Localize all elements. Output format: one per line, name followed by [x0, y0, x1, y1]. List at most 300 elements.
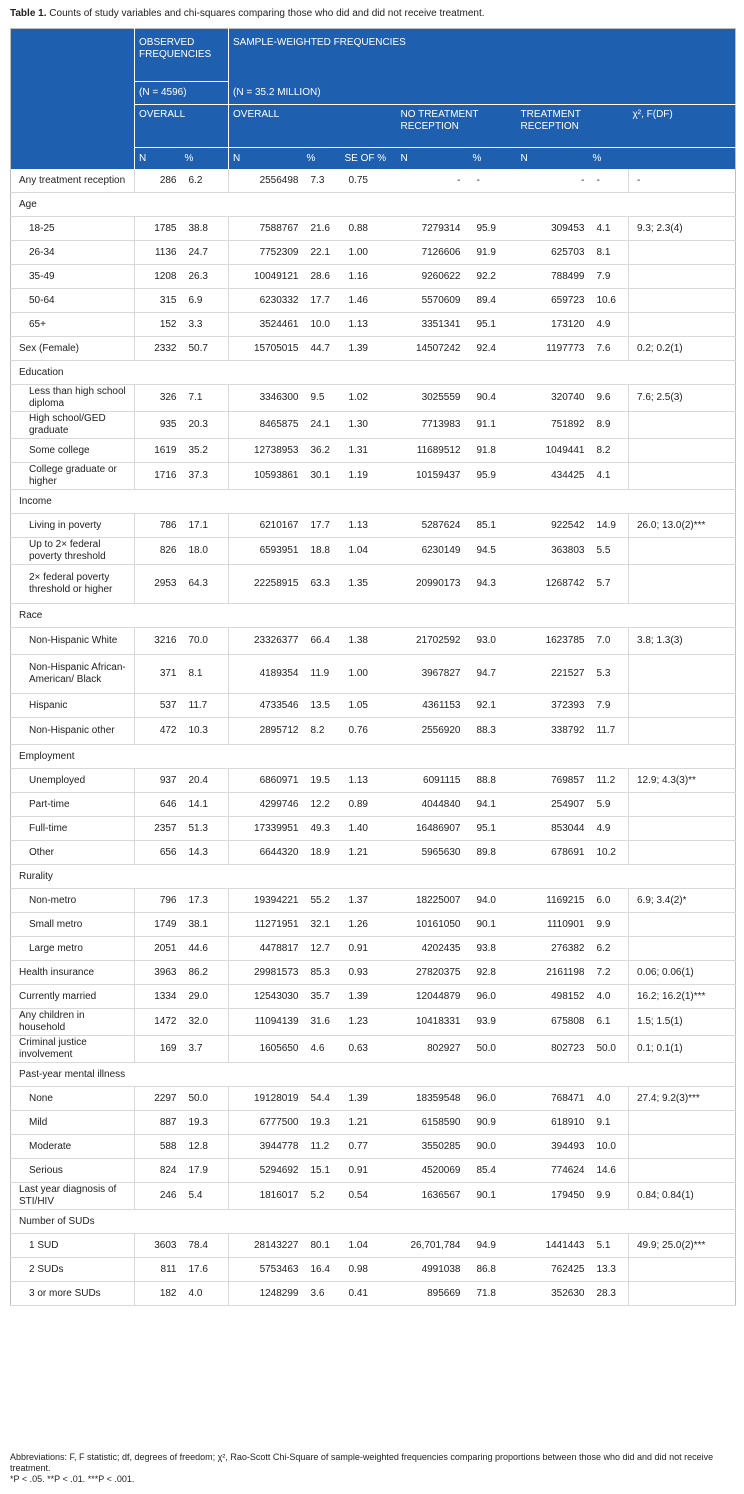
table-cell: 1.31 — [341, 439, 395, 463]
table-cell: 37.3 — [181, 463, 229, 490]
row-label: Non-Hispanic White — [11, 628, 135, 655]
header-blank — [11, 29, 135, 82]
table-row — [11, 628, 736, 655]
header-treatment: TREATMENT RECEPTION — [517, 105, 629, 148]
table-cell: 14.9 — [589, 514, 629, 538]
table-cell: 17.7 — [303, 514, 341, 538]
table-cell: 6644320 — [229, 841, 303, 865]
table-cell: 182 — [135, 1282, 181, 1306]
table-cell: 22.1 — [303, 241, 341, 265]
row-label: Last year diagnosis of STI/HIV — [11, 1183, 135, 1210]
col-head: SE OF % — [341, 148, 395, 170]
table-cell: 89.4 — [469, 289, 517, 313]
chi-square-cell — [629, 289, 736, 313]
chi-square-cell — [629, 1282, 736, 1306]
chi-square-cell: 9.3; 2.3(4) — [629, 217, 736, 241]
table-cell: 802723 — [517, 1036, 589, 1063]
table-cell: 23326377 — [229, 628, 303, 655]
table-row — [11, 1282, 736, 1306]
chi-square-cell — [629, 937, 736, 961]
row-label: Large metro — [11, 937, 135, 961]
table-cell: 5.2 — [303, 1183, 341, 1210]
table-cell: 3.6 — [303, 1282, 341, 1306]
table-cell: 1.40 — [341, 817, 395, 841]
table-cell: 50.0 — [589, 1036, 629, 1063]
table-cell: 6210167 — [229, 514, 303, 538]
table-cell: 11.7 — [181, 694, 229, 718]
table-row — [11, 412, 736, 439]
table-cell: 1.39 — [341, 1087, 395, 1111]
table-cell: 21.6 — [303, 217, 341, 241]
table-cell: 1.23 — [341, 1009, 395, 1036]
table-cell: 86.8 — [469, 1258, 517, 1282]
table-cell: 788499 — [517, 265, 589, 289]
table-cell: 0.93 — [341, 961, 395, 985]
col-head: % — [469, 148, 517, 170]
table-cell: 50.7 — [181, 337, 229, 361]
row-label: Education — [11, 361, 736, 385]
table-cell: - — [469, 169, 517, 193]
table-cell: 6091115 — [395, 769, 469, 793]
table-cell: 1.21 — [341, 1111, 395, 1135]
table-cell: 1.35 — [341, 565, 395, 604]
row-label: Serious — [11, 1159, 135, 1183]
table-cell: 254907 — [517, 793, 589, 817]
chi-square-cell — [629, 538, 736, 565]
table-cell: 4.1 — [589, 217, 629, 241]
table-cell: 91.1 — [469, 412, 517, 439]
table-cell: 8.9 — [589, 412, 629, 439]
table-cell: 10.6 — [589, 289, 629, 313]
table-cell: 8465875 — [229, 412, 303, 439]
table-cell: 10418331 — [395, 1009, 469, 1036]
table-cell: 10593861 — [229, 463, 303, 490]
table-cell: 7.2 — [589, 961, 629, 985]
table-cell: 85.4 — [469, 1159, 517, 1183]
table-cell: 338792 — [517, 718, 589, 745]
table-cell: 10159437 — [395, 463, 469, 490]
table-row — [11, 265, 736, 289]
table-row — [11, 241, 736, 265]
header-chi: χ², F(DF) — [629, 105, 736, 148]
table-cell: 0.88 — [341, 217, 395, 241]
table-cell: 70.0 — [181, 628, 229, 655]
table-cell: 8.2 — [589, 439, 629, 463]
chi-square-cell — [629, 439, 736, 463]
table-row — [11, 793, 736, 817]
row-label: Some college — [11, 439, 135, 463]
table-cell: 1.04 — [341, 538, 395, 565]
row-label: Small metro — [11, 913, 135, 937]
table-cell: 1749 — [135, 913, 181, 937]
table-row — [11, 1111, 736, 1135]
table-cell: 853044 — [517, 817, 589, 841]
table-cell: 11271951 — [229, 913, 303, 937]
table-cell: 10.0 — [303, 313, 341, 337]
table-cell: 90.4 — [469, 385, 517, 412]
table-row — [11, 769, 736, 793]
table-cell: 18.0 — [181, 538, 229, 565]
table-cell: 2556920 — [395, 718, 469, 745]
table-cell: 32.0 — [181, 1009, 229, 1036]
table-cell: 22258915 — [229, 565, 303, 604]
table-cell: 6158590 — [395, 1111, 469, 1135]
table-cell: 1049441 — [517, 439, 589, 463]
col-head: N — [395, 148, 469, 170]
table-cell: 94.9 — [469, 1234, 517, 1258]
table-cell: 179450 — [517, 1183, 589, 1210]
table-cell: 12044879 — [395, 985, 469, 1009]
table-cell: 12.7 — [303, 937, 341, 961]
table-cell: 86.2 — [181, 961, 229, 985]
table-cell: 19.3 — [181, 1111, 229, 1135]
table-cell: 1.26 — [341, 913, 395, 937]
table-cell: 0.63 — [341, 1036, 395, 1063]
row-label: 18-25 — [11, 217, 135, 241]
table-cell: 11.9 — [303, 655, 341, 694]
table-cell: 4.0 — [589, 1087, 629, 1111]
table-cell: - — [517, 169, 589, 193]
table-cell: 6593951 — [229, 538, 303, 565]
table-cell: 21702592 — [395, 628, 469, 655]
row-label: Moderate — [11, 1135, 135, 1159]
table-cell: 3351341 — [395, 313, 469, 337]
table-cell: 6230149 — [395, 538, 469, 565]
table-cell: 20.4 — [181, 769, 229, 793]
table-cell: 93.8 — [469, 937, 517, 961]
table-cell: 12.8 — [181, 1135, 229, 1159]
table-cell: 6.2 — [181, 169, 229, 193]
row-label: Employment — [11, 745, 736, 769]
table-cell: - — [395, 169, 469, 193]
row-label: Full-time — [11, 817, 135, 841]
chi-square-cell: 49.9; 25.0(2)*** — [629, 1234, 736, 1258]
table-cell: 887 — [135, 1111, 181, 1135]
table-cell: 1110901 — [517, 913, 589, 937]
caption-text: Counts of study variables and chi-squares comparing those who did and did not receive treatment. — [49, 8, 485, 19]
table-cell: 35.2 — [181, 439, 229, 463]
table-cell: 3603 — [135, 1234, 181, 1258]
table-row — [11, 565, 736, 604]
chi-square-cell: 3.8; 1.3(3) — [629, 628, 736, 655]
table-cell: 3216 — [135, 628, 181, 655]
table-cell: 1268742 — [517, 565, 589, 604]
table-cell: 1816017 — [229, 1183, 303, 1210]
table-row — [11, 217, 736, 241]
table-row — [11, 169, 736, 193]
table-cell: 326 — [135, 385, 181, 412]
chi-square-cell: 16.2; 16.2(1)*** — [629, 985, 736, 1009]
table-cell: 29981573 — [229, 961, 303, 985]
table-cell: 11.2 — [589, 769, 629, 793]
table-cell: 50.0 — [469, 1036, 517, 1063]
row-label: Any treatment reception — [11, 169, 135, 193]
table-cell: 92.2 — [469, 265, 517, 289]
table-cell: 1785 — [135, 217, 181, 241]
chi-square-cell: 0.2; 0.2(1) — [629, 337, 736, 361]
table-cell: 30.1 — [303, 463, 341, 490]
table-group-row — [11, 1063, 736, 1087]
header-n-weighted: (N = 35.2 MILLION) — [229, 82, 736, 105]
table-cell: 646 — [135, 793, 181, 817]
row-label: Up to 2× federal poverty threshold — [11, 538, 135, 565]
table-cell: 24.1 — [303, 412, 341, 439]
table-cell: 24.7 — [181, 241, 229, 265]
table-cell: 26.3 — [181, 265, 229, 289]
table-cell: 3963 — [135, 961, 181, 985]
row-label: Mild — [11, 1111, 135, 1135]
table-cell: 4299746 — [229, 793, 303, 817]
table-cell: 9.6 — [589, 385, 629, 412]
table-cell: 3025559 — [395, 385, 469, 412]
table-cell: 16.4 — [303, 1258, 341, 1282]
table-row — [11, 463, 736, 490]
table-cell: 10.2 — [589, 841, 629, 865]
table-cell: 94.3 — [469, 565, 517, 604]
table-cell: 2556498 — [229, 169, 303, 193]
table-cell: 1169215 — [517, 889, 589, 913]
table-cell: 5.5 — [589, 538, 629, 565]
table-cell: 10161050 — [395, 913, 469, 937]
chi-square-cell — [629, 1159, 736, 1183]
table-cell: 937 — [135, 769, 181, 793]
row-label: Any children in household — [11, 1009, 135, 1036]
table-cell: 95.9 — [469, 463, 517, 490]
table-cell: - — [589, 169, 629, 193]
table-group-row — [11, 361, 736, 385]
table-cell: 5294692 — [229, 1159, 303, 1183]
table-cell: 7.1 — [181, 385, 229, 412]
table-cell: 3346300 — [229, 385, 303, 412]
table-cell: 92.1 — [469, 694, 517, 718]
row-label: Hispanic — [11, 694, 135, 718]
row-label: College graduate or higher — [11, 463, 135, 490]
table-cell: 173120 — [517, 313, 589, 337]
table-cell: 1.13 — [341, 769, 395, 793]
table-cell: 28143227 — [229, 1234, 303, 1258]
chi-square-cell — [629, 817, 736, 841]
table-cell: 768471 — [517, 1087, 589, 1111]
table-row — [11, 1159, 736, 1183]
table-cell: 7126606 — [395, 241, 469, 265]
table-cell: 94.0 — [469, 889, 517, 913]
row-label: Race — [11, 604, 736, 628]
table-cell: 94.5 — [469, 538, 517, 565]
table-cell: 4.6 — [303, 1036, 341, 1063]
table-cell: 9.5 — [303, 385, 341, 412]
table-cell: 0.54 — [341, 1183, 395, 1210]
row-label: Unemployed — [11, 769, 135, 793]
table-cell: 5.9 — [589, 793, 629, 817]
col-head: N — [229, 148, 303, 170]
table-cell: 1334 — [135, 985, 181, 1009]
table-row — [11, 337, 736, 361]
table-cell: 4478817 — [229, 937, 303, 961]
caption-label: Table 1. — [10, 8, 47, 19]
col-head: N — [135, 148, 181, 170]
table-row — [11, 1036, 736, 1063]
table-row — [11, 1234, 736, 1258]
chi-square-cell — [629, 1135, 736, 1159]
table-cell: 17.7 — [303, 289, 341, 313]
table-cell: 769857 — [517, 769, 589, 793]
table-cell: 91.9 — [469, 241, 517, 265]
table-cell: 2895712 — [229, 718, 303, 745]
table-cell: 88.8 — [469, 769, 517, 793]
table-cell: 90.1 — [469, 1183, 517, 1210]
table-cell: 7752309 — [229, 241, 303, 265]
table-cell: 811 — [135, 1258, 181, 1282]
chi-square-cell: 0.06; 0.06(1) — [629, 961, 736, 985]
table-cell: 1.38 — [341, 628, 395, 655]
table-cell: 1197773 — [517, 337, 589, 361]
table-cell: 9.1 — [589, 1111, 629, 1135]
chi-square-cell — [629, 1258, 736, 1282]
table-cell: 169 — [135, 1036, 181, 1063]
data-table — [10, 28, 736, 1306]
row-label: Living in poverty — [11, 514, 135, 538]
chi-square-cell: 6.9; 3.4(2)* — [629, 889, 736, 913]
row-label: Non-metro — [11, 889, 135, 913]
row-label: High school/GED graduate — [11, 412, 135, 439]
table-cell: 922542 — [517, 514, 589, 538]
table-cell: 786 — [135, 514, 181, 538]
table-cell: 20.3 — [181, 412, 229, 439]
footnotes — [10, 1452, 735, 1485]
table-cell: 1.00 — [341, 241, 395, 265]
table-cell: 32.1 — [303, 913, 341, 937]
table-row — [11, 841, 736, 865]
table-cell: 94.1 — [469, 793, 517, 817]
table-cell: 5.4 — [181, 1183, 229, 1210]
row-label: Number of SUDs — [11, 1210, 736, 1234]
chi-square-cell — [629, 463, 736, 490]
table-cell: 6777500 — [229, 1111, 303, 1135]
table-cell: 0.77 — [341, 1135, 395, 1159]
col-head: % — [303, 148, 341, 170]
table-cell: 17.9 — [181, 1159, 229, 1183]
chi-square-cell — [629, 565, 736, 604]
table-cell: 678691 — [517, 841, 589, 865]
chi-square-cell: 0.84; 0.84(1) — [629, 1183, 736, 1210]
table-cell: 6.1 — [589, 1009, 629, 1036]
table-cell: 895669 — [395, 1282, 469, 1306]
table-cell: 5753463 — [229, 1258, 303, 1282]
table-cell: 92.8 — [469, 961, 517, 985]
chi-square-cell — [629, 1111, 736, 1135]
table-cell: 51.3 — [181, 817, 229, 841]
row-label: Less than high school diploma — [11, 385, 135, 412]
table-cell: 12738953 — [229, 439, 303, 463]
table-cell: 2332 — [135, 337, 181, 361]
table-cell: 371 — [135, 655, 181, 694]
table-cell: 363803 — [517, 538, 589, 565]
row-label: None — [11, 1087, 135, 1111]
table-cell: 4733546 — [229, 694, 303, 718]
row-label: Health insurance — [11, 961, 135, 985]
chi-square-cell — [629, 718, 736, 745]
table-cell: 7713983 — [395, 412, 469, 439]
table-cell: 89.8 — [469, 841, 517, 865]
table-cell: 3944778 — [229, 1135, 303, 1159]
row-label: 2 SUDs — [11, 1258, 135, 1282]
header-n-observed: (N = 4596) — [135, 82, 229, 105]
col-head: % — [181, 148, 229, 170]
table-cell: 26,701,784 — [395, 1234, 469, 1258]
table-cell: 935 — [135, 412, 181, 439]
table-cell: 63.3 — [303, 565, 341, 604]
table-cell: 1.39 — [341, 337, 395, 361]
table-cell: 80.1 — [303, 1234, 341, 1258]
table-cell: 675808 — [517, 1009, 589, 1036]
table-cell: 315 — [135, 289, 181, 313]
table-cell: 14507242 — [395, 337, 469, 361]
table-cell: 38.8 — [181, 217, 229, 241]
table-cell: 93.9 — [469, 1009, 517, 1036]
table-cell: 1.39 — [341, 985, 395, 1009]
table-row — [11, 538, 736, 565]
table-cell: 4.9 — [589, 313, 629, 337]
table-cell: 94.7 — [469, 655, 517, 694]
table-cell: 8.1 — [589, 241, 629, 265]
table-cell: 1.16 — [341, 265, 395, 289]
table-cell: 394493 — [517, 1135, 589, 1159]
table-cell: 221527 — [517, 655, 589, 694]
table-cell: 91.8 — [469, 439, 517, 463]
table-row — [11, 655, 736, 694]
row-label: 3 or more SUDs — [11, 1282, 135, 1306]
table-cell: 246 — [135, 1183, 181, 1210]
table-cell: 13.5 — [303, 694, 341, 718]
table-cell: 1472 — [135, 1009, 181, 1036]
table-cell: 659723 — [517, 289, 589, 313]
table-header — [11, 29, 736, 170]
table-cell: 1.02 — [341, 385, 395, 412]
table-cell: 3967827 — [395, 655, 469, 694]
table-cell: 49.3 — [303, 817, 341, 841]
table-cell: 472 — [135, 718, 181, 745]
table-cell: 6.9 — [181, 289, 229, 313]
table-cell: 10.3 — [181, 718, 229, 745]
chi-square-cell — [629, 841, 736, 865]
table-cell: 1.13 — [341, 313, 395, 337]
table-cell: 4.0 — [181, 1282, 229, 1306]
table-cell: 8.2 — [303, 718, 341, 745]
footnote-abbreviations: Abbreviations: F, F statistic; df, degrees of freedom; χ², Rao-Scott Chi-Square of sample-weighted frequencies comparing proportions between those who did and did not receive treatment. — [10, 1452, 714, 1473]
table-cell: 10049121 — [229, 265, 303, 289]
table-row — [11, 694, 736, 718]
chi-square-cell — [629, 265, 736, 289]
table-cell: 796 — [135, 889, 181, 913]
table-cell: 0.89 — [341, 793, 395, 817]
table-cell: 5.1 — [589, 1234, 629, 1258]
table-cell: 27820375 — [395, 961, 469, 985]
table-cell: 3.7 — [181, 1036, 229, 1063]
table-row — [11, 937, 736, 961]
chi-square-cell: 7.6; 2.5(3) — [629, 385, 736, 412]
table-cell: 17339951 — [229, 817, 303, 841]
table-cell: 0.76 — [341, 718, 395, 745]
table-cell: 64.3 — [181, 565, 229, 604]
table-cell: 4520069 — [395, 1159, 469, 1183]
chi-square-cell: 0.1; 0.1(1) — [629, 1036, 736, 1063]
row-label: Non-Hispanic other — [11, 718, 135, 745]
row-label: 35-49 — [11, 265, 135, 289]
table-group-row — [11, 745, 736, 769]
table-row — [11, 985, 736, 1009]
table-cell: 18.8 — [303, 538, 341, 565]
table-cell: 1.46 — [341, 289, 395, 313]
